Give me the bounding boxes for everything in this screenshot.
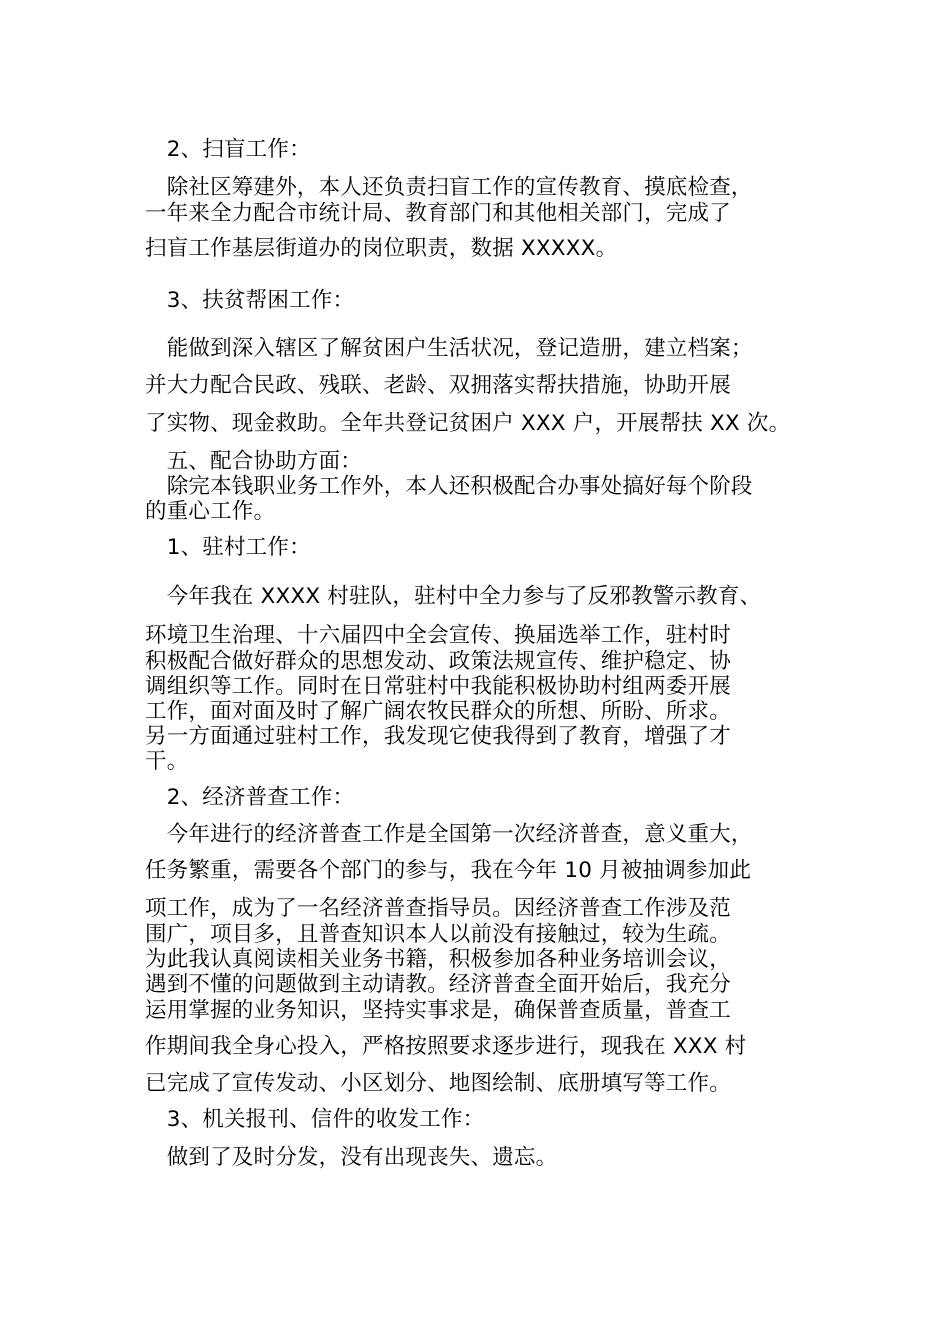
paragraph-line: 干。 — [145, 749, 189, 774]
paragraph-line: 并大力配合民政、残联、老龄、双拥落实帮扶措施，协助开展 — [145, 373, 731, 398]
paragraph-line: 运用掌握的业务知识，坚持实事求是，确保普查质量，普查工 — [145, 998, 731, 1023]
paragraph-line: 已完成了宣传发动、小区划分、地图绘制、底册填写等工作。 — [145, 1071, 731, 1096]
paragraph-line: 项工作，成为了一名经济普查指导员。因经济普查工作涉及范 — [145, 896, 731, 921]
paragraph-line: 积极配合做好群众的思想发动、政策法规宣传、维护稳定、协 — [145, 649, 731, 674]
paragraph-line: 能做到深入辖区了解贫困户生活状况，登记造册，建立档案； — [145, 336, 753, 361]
paragraph-line: 任务繁重，需要各个部门的参与，我在今年 10 月被抽调参加此 — [145, 858, 752, 883]
section-heading-poverty-relief: 3、扶贫帮困工作： — [145, 288, 355, 313]
paragraph-line: 围广，项目多，且普查知识本人以前没有接触过，较为生疏。 — [145, 922, 731, 947]
paragraph-line: 遇到不懂的问题做到主动请教。经济普查全面开始后，我充分 — [145, 972, 731, 997]
paragraph-line: 作期间我全身心投入，严格按照要求逐步进行，现我在 XXX 村 — [145, 1034, 747, 1059]
paragraph-line: 做到了及时分发，没有出现丧失、遗忘。 — [145, 1145, 558, 1170]
paragraph-line: 一年来全力配合市统计局、教育部门和其他相关部门，完成了 — [145, 201, 731, 226]
section-heading-cooperation: 五、配合协助方面： — [145, 449, 363, 474]
paragraph-line: 的重心工作。 — [145, 499, 276, 524]
section-heading-economic-census: 2、经济普查工作： — [145, 785, 355, 810]
paragraph-line: 工作，面对面及时了解广阔农牧民群众的所想、所盼、所求。 — [145, 699, 731, 724]
paragraph-line: 除社区筹建外，本人还负责扫盲工作的宣传教育、摸底检查， — [145, 175, 753, 200]
paragraph-line: 今年进行的经济普查工作是全国第一次经济普查，意义重大， — [145, 822, 753, 847]
paragraph-line: 今年我在 XXXX 村驻队，驻村中全力参与了反邪教警示教育、 — [145, 584, 762, 609]
paragraph-line: 扫盲工作基层街道办的岗位职责，数据 XXXXX。 — [145, 236, 618, 261]
section-heading-mail-distribution: 3、机关报刊、信件的收发工作： — [145, 1107, 485, 1132]
paragraph-line: 环境卫生治理、十六届四中全会宣传、换届选举工作，驻村时 — [145, 623, 731, 648]
section-heading-village-work: 1、驻村工作： — [145, 535, 311, 560]
paragraph-line: 了实物、现金救助。全年共登记贫困户 XXX 户，开展帮扶 XX 次。 — [145, 411, 791, 436]
section-heading-literacy: 2、扫盲工作： — [145, 137, 311, 162]
paragraph-line: 另一方面通过驻村工作，我发现它使我得到了教育，增强了才 — [145, 724, 731, 749]
paragraph-line: 除完本钱职业务工作外，本人还积极配合办事处搞好每个阶段 — [145, 474, 753, 499]
paragraph-line: 为此我认真阅读相关业务书籍，积极参加各种业务培训会议， — [145, 947, 731, 972]
paragraph-line: 调组织等工作。同时在日常驻村中我能积极协助村组两委开展 — [145, 674, 731, 699]
